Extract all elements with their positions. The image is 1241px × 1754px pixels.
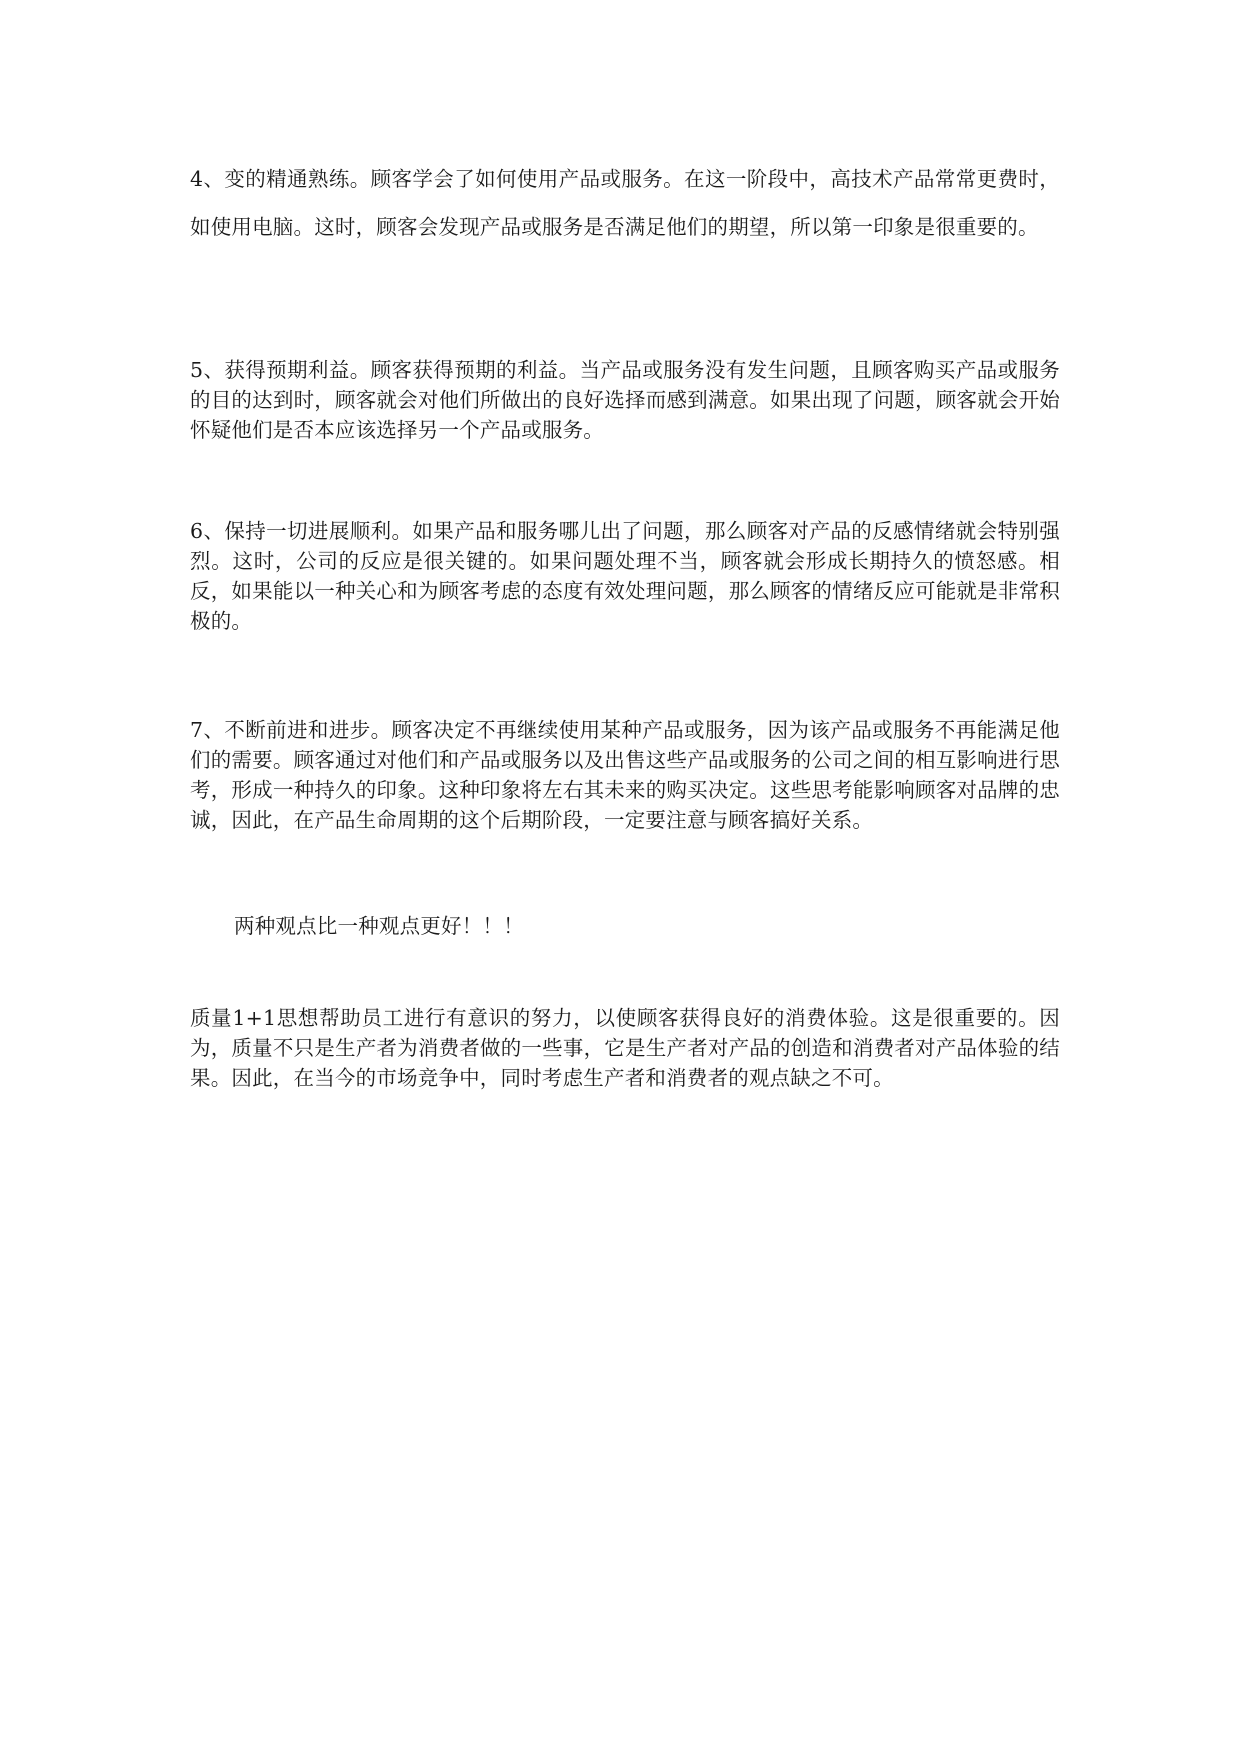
paragraph-stage-7: 7、不断前进和进步。顾客决定不再继续使用某种产品或服务，因为该产品或服务不再能满足他们的需要。顾客通过对他们和产品或服务以及出售这些产品或服务的公司之间的相互影响进行思考，形成一种持久的印象。这种印象将左右其未来的购买决定。这些思考能影响顾客对品牌的忠诚，因此，在产品生命周期的这个后期阶段，一定要注意与顾客搞好关系。 <box>190 718 1060 832</box>
paragraph-stage-4: 4、变的精通熟练。顾客学会了如何使用产品或服务。在这一阶段中，高技术产品常常更费时，如使用电脑。这时，顾客会发现产品或服务是否满足他们的期望，所以第一印象是很重要的。 <box>190 167 1060 239</box>
paragraph-conclusion: 质量1+1思想帮助员工进行有意识的努力，以使顾客获得良好的消费体验。这是很重要的。因为，质量不只是生产者为消费者做的一些事，它是生产者对产品的创造和消费者对产品体验的结果。因此，在当今的市场竞争中，同时考虑生产者和消费者的观点缺之不可。 <box>190 1006 1060 1090</box>
paragraph-stage-6: 6、保持一切进展顺利。如果产品和服务哪儿出了问题，那么顾客对产品的反感情绪就会特别强烈。这时，公司的反应是很关键的。如果问题处理不当，顾客就会形成长期持久的愤怒感。相反，如果能以一种关心和为顾客考虑的态度有效处理问题，那么顾客的情绪反应可能就是非常积极的。 <box>190 519 1060 633</box>
paragraph-emphasis: 两种观点比一种观点更好！！！ <box>234 914 524 938</box>
paragraph-stage-5: 5、获得预期利益。顾客获得预期的利益。当产品或服务没有发生问题，且顾客购买产品或服务的目的达到时，顾客就会对他们所做出的良好选择而感到满意。如果出现了问题，顾客就会开始怀疑他们是否本应该选择另一个产品或服务。 <box>190 358 1060 442</box>
